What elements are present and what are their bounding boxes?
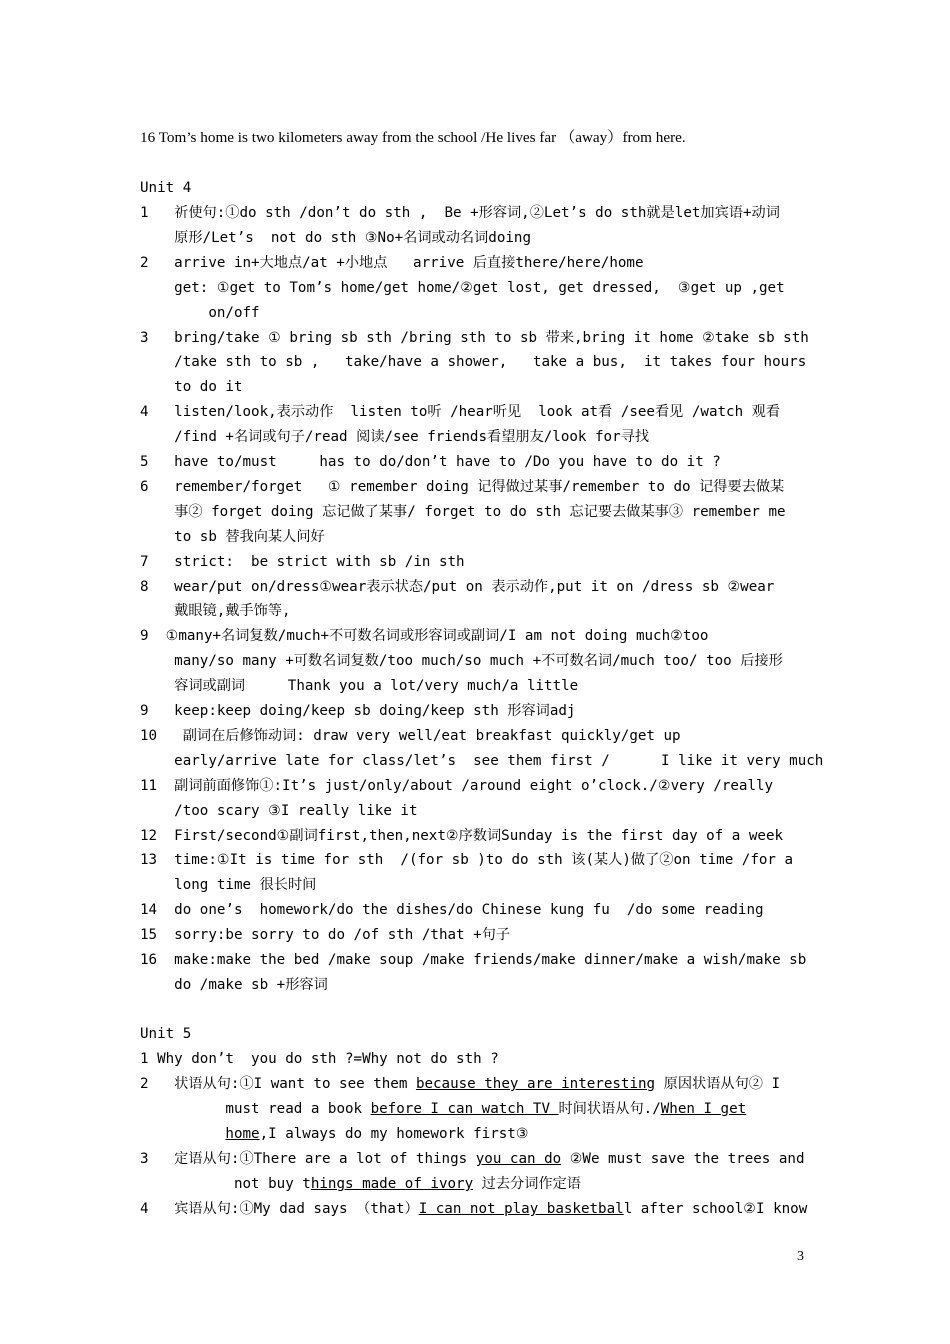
unit4-line: 11 副词前面修饰①:It’s just/only/about /around eight o’clock./②very /really xyxy=(140,778,774,794)
unit4-line: 12 First/second①副词first,then,next②序数词Sunday is the first day of a week xyxy=(140,828,784,844)
unit4-line: many/so many +可数名词复数/too much/so much +不可数名词/much too/ too 后接形 xyxy=(140,653,783,669)
unit4-line: 8 wear/put on/dress①wear表示状态/put on 表示动作,put it on /dress sb ②wear xyxy=(140,579,775,595)
unit5-line-3a xyxy=(140,1149,805,1169)
text: not buy t xyxy=(140,1176,311,1192)
unit4-line: 容词或副词 Thank you a lot/very much/a little xyxy=(140,678,579,694)
unit5-line-2b xyxy=(140,1099,746,1119)
unit4-line: on/off xyxy=(140,305,260,321)
unit4-line: 6 remember/forget ① remember doing 记得做过某事/remember to do 记得要去做某 xyxy=(140,479,785,495)
text: 原因状语从句② I xyxy=(655,1076,781,1092)
unit4-line: 16 make:make the bed /make soup /make friends/make dinner/make a wish/make sb xyxy=(140,952,807,968)
intro-line: 16 Tom’s home is two kilometers away from the school /He lives far （away）from here. xyxy=(140,129,686,146)
text: ,I always do my homework first③ xyxy=(259,1126,529,1142)
text: ②We must save the trees and xyxy=(561,1151,805,1167)
unit5-heading: Unit 5 xyxy=(140,1026,192,1042)
unit5-line-3b xyxy=(140,1174,581,1194)
unit4-line: 戴眼镜,戴手饰等, xyxy=(140,603,291,619)
underlined-text: before I can watch TV xyxy=(370,1101,559,1117)
page-number: 3 xyxy=(797,1249,804,1264)
text: 时间状语从句./ xyxy=(558,1101,661,1117)
unit5-line-2a xyxy=(140,1074,780,1094)
unit4-line: 10 副词在后修饰动词: draw very well/eat breakfast quickly/get up xyxy=(140,728,681,744)
unit4-line: /take sth to sb , take/have a shower, take a bus, it takes four hours xyxy=(140,354,807,370)
unit4-heading: Unit 4 xyxy=(140,180,192,196)
unit4-line: 13 time:①It is time for sth /(for sb )to do sth 该(某人)做了②on time /for a xyxy=(140,852,794,868)
unit4-line: early/arrive late for class/let’s see them first / I like it very much xyxy=(140,753,824,769)
unit4-line: 2 arrive in+大地点/at +小地点 arrive 后直接there/here/home xyxy=(140,255,644,271)
unit4-line: to sb 替我向某人问好 xyxy=(140,529,325,545)
unit4-line: 7 strict: be strict with sb /in sth xyxy=(140,554,465,570)
unit4-line: 14 do one’s homework/do the dishes/do Chinese kung fu /do some reading xyxy=(140,902,764,918)
unit4-line: to do it xyxy=(140,379,243,395)
underlined-text: When I get xyxy=(660,1101,747,1117)
unit4-line: 15 sorry:be sorry to do /of sth /that +句子 xyxy=(140,927,511,943)
text: l after school②I know xyxy=(623,1201,808,1217)
underlined-text: I can not play basketbal xyxy=(418,1201,624,1217)
text: 过去分词作定语 xyxy=(473,1176,581,1192)
text xyxy=(140,1126,225,1142)
underlined-text: hings made of ivory xyxy=(310,1176,474,1192)
unit5-line-4 xyxy=(140,1199,807,1219)
unit4-line: 1 祈使句:①do sth /don’t do sth , Be +形容词,②Let’s do sth就是let加宾语+动词 xyxy=(140,205,780,221)
text: 4 宾语从句:①My dad says （that） xyxy=(140,1201,419,1217)
text: 3 定语从句:①There are a lot of things xyxy=(140,1151,476,1167)
unit4-line: 9 keep:keep doing/keep sb doing/keep sth 形容词adj xyxy=(140,703,576,719)
unit4-line: 4 listen/look,表示动作 listen to听 /hear听见 look at看 /see看见 /watch 观看 xyxy=(140,404,781,420)
unit4-line: get: ①get to Tom’s home/get home/②get lost, get dressed, ③get up ,get xyxy=(140,280,785,296)
unit4-line: do /make sb +形容词 xyxy=(140,977,328,993)
underlined-text: you can do xyxy=(475,1151,562,1167)
underlined-text: because they are interesting xyxy=(415,1076,656,1092)
unit5-line-2c xyxy=(140,1124,529,1144)
unit4-line: long time 很长时间 xyxy=(140,877,317,893)
unit5-line-1: 1 Why don’t you do sth ?=Why not do sth ? xyxy=(140,1051,499,1067)
text: must read a book xyxy=(140,1101,371,1117)
unit4-line: 9 ①many+名词复数/much+不可数名词或形容词或副词/I am not doing much②too xyxy=(140,628,709,644)
unit4-line: 事② forget doing 忘记做了某事/ forget to do sth 忘记要去做某事③ remember me xyxy=(140,504,786,520)
text: 2 状语从句:①I want to see them xyxy=(140,1076,416,1092)
unit4-line: 原形/Let’s not do sth ③No+名词或动名词doing xyxy=(140,230,532,246)
unit4-line: 3 bring/take ① bring sb sth /bring sth to sb 带来,bring it home ②take sb sth xyxy=(140,330,809,346)
unit4-line: /too scary ③I really like it xyxy=(140,803,418,819)
unit4-line: 5 have to/must has to do/don’t have to /Do you have to do it ? xyxy=(140,454,721,470)
underlined-text: home xyxy=(225,1126,260,1142)
unit4-line: /find +名词或句子/read 阅读/see friends看望朋友/look for寻找 xyxy=(140,429,650,445)
